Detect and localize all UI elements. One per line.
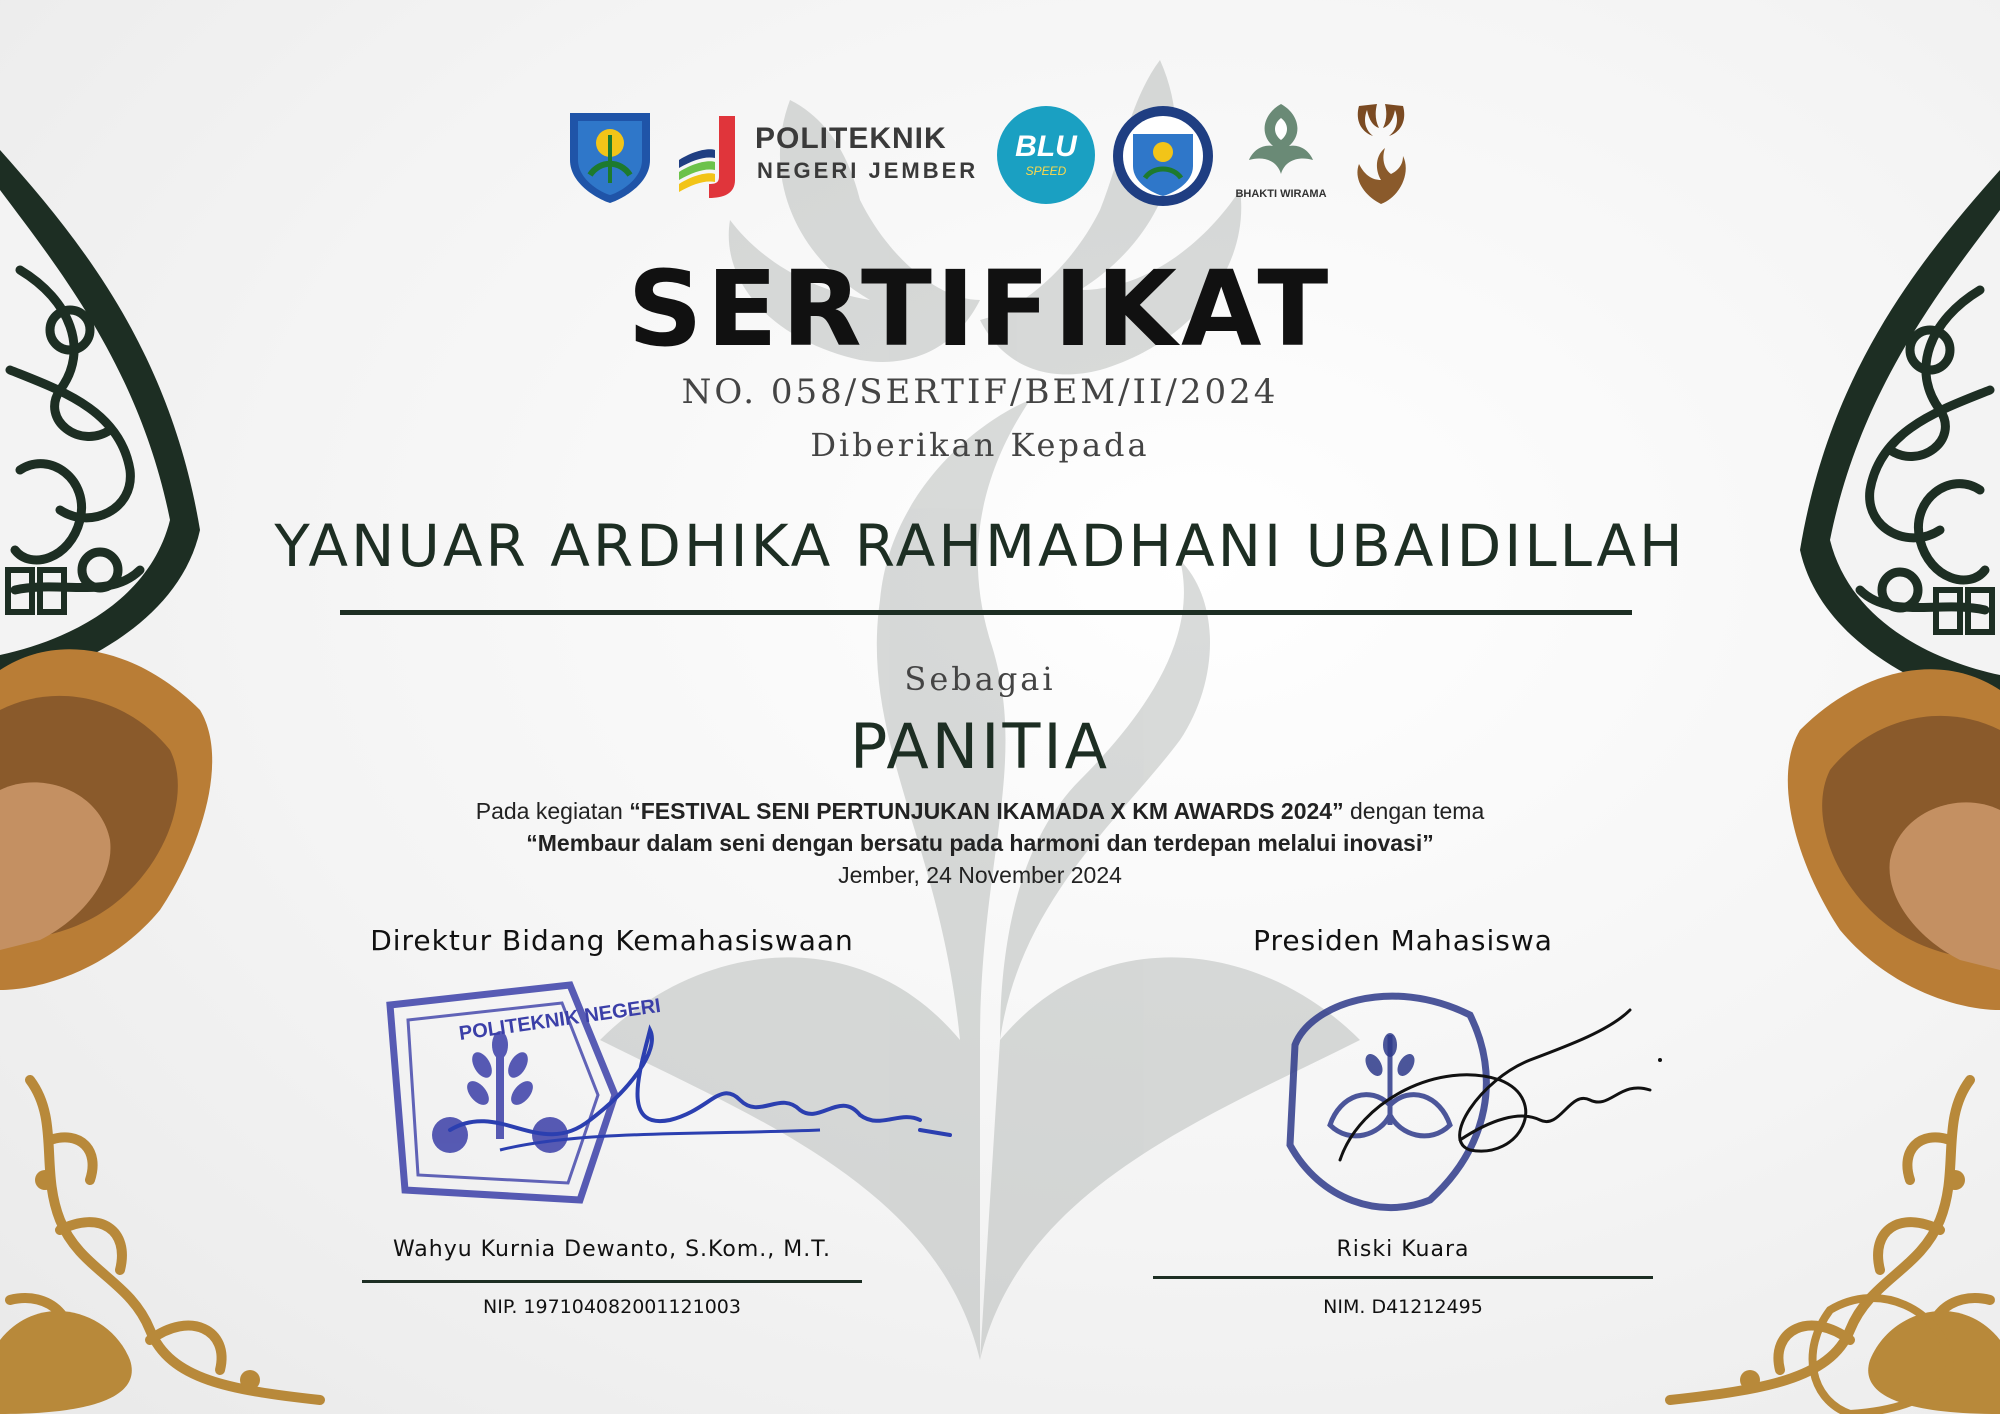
signatory-2-line: [1153, 1276, 1653, 1279]
certificate-number: NO. 058/SERTIF/BEM/II/2024: [681, 372, 1279, 412]
bottom-left-gold-ornament: [0, 1060, 330, 1414]
signatory-1-line: [362, 1280, 862, 1283]
signatory-1-id: NIP. 197104082001121003: [483, 1296, 741, 1318]
event-suffix: dengan tema: [1343, 798, 1485, 824]
institution-name-line1: POLITEKNIK: [755, 122, 947, 155]
as-label: Sebagai: [904, 660, 1056, 698]
signatory-2-name: Riski Kuara: [1336, 1237, 1470, 1262]
signatory-2-signature: [1320, 1000, 1670, 1200]
institution-name-line2: NEGERI JEMBER: [757, 158, 979, 183]
bem-emblem-logo: [1111, 104, 1215, 208]
recipient-name: YANUAR ARDHIKA RAHMADHANI UBAIDILLAH: [274, 512, 1686, 580]
polije-mark-logo: [675, 110, 745, 200]
certificate-title: SERTIFIKAT: [627, 248, 1333, 370]
ministry-shield-logo: [560, 105, 660, 205]
logo-bar: [555, 100, 1415, 210]
svg-text:POLITEKNIK NEGERI: POLITEKNIK NEGERI: [457, 994, 663, 1045]
given-to-label: Diberikan Kepada: [810, 426, 1150, 464]
bhakti-wirama-label: BHAKTI WIRAMA: [1235, 188, 1327, 200]
signatory-1-signature: [440, 1010, 960, 1190]
signatory-1-position: Direktur Bidang Kemahasiswaan: [370, 924, 854, 957]
event-prefix: Pada kegiatan: [475, 798, 630, 824]
signatory-1-name: Wahyu Kurnia Dewanto, S.Kom., M.T.: [392, 1237, 832, 1262]
recipient-underline: [340, 610, 1632, 615]
event-theme: “Membaur dalam seni dengan bersatu pada harmoni dan terdepan melalui inovasi”: [526, 830, 1434, 856]
signatory-2-position: Presiden Mahasiswa: [1253, 924, 1553, 957]
blu-speed-logo: [997, 106, 1095, 204]
event-line: [0, 798, 1960, 825]
blu-logo-subtext: SPEED: [1025, 164, 1067, 178]
deer-head-logo: [1345, 100, 1417, 210]
place-date: Jember, 24 November 2024: [838, 862, 1122, 888]
role-title: PANITIA: [849, 710, 1111, 783]
event-name: “FESTIVAL SENI PERTUNJUKAN IKAMADA X KM AWARDS 2024”: [629, 798, 1344, 824]
bhakti-wirama-logo: [1233, 100, 1329, 186]
blu-logo-text: BLU: [1015, 130, 1077, 163]
signatory-2-id: NIM. D41212495: [1323, 1296, 1483, 1318]
